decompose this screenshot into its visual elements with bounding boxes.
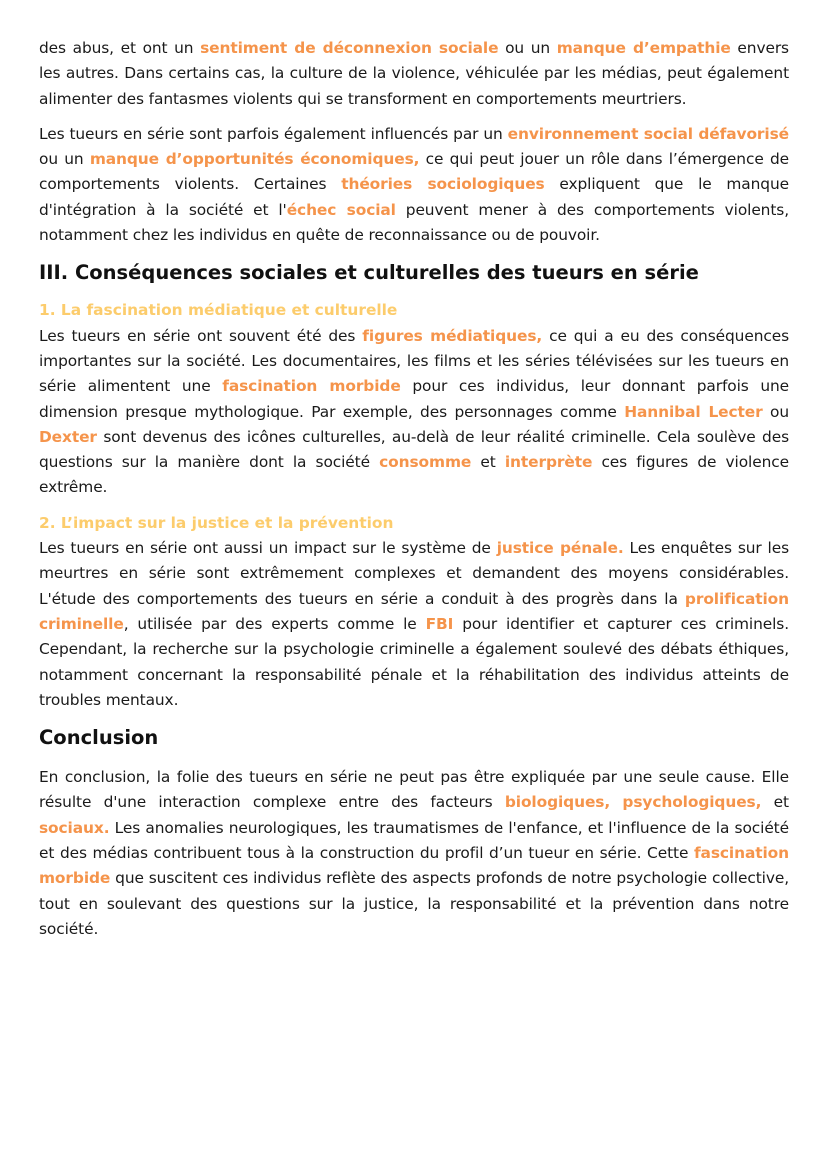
text: Les tueurs en série ont souvent été des: [39, 326, 363, 345]
paragraph-conclusion: [39, 765, 789, 942]
text: des abus, et ont un: [39, 39, 201, 57]
text: En conclusion, la folie des tueurs en série ne peut pas être expliquée par une seule cause. Elle résulte d'une interaction complexe entre des facteurs: [39, 768, 789, 812]
highlight: psychologiques,: [622, 793, 762, 812]
text: Les tueurs en série sont parfois également influencés par un: [39, 124, 508, 143]
text: pour identifier et capturer ces criminels. Cependant, la recherche sur la psychologie criminelle a également soulevé des débats éthiques, notamment concernant la responsabilité pénale et la réhabilitation des individus atteints de troubles mentaux.: [39, 614, 790, 709]
highlight: Dexter: [39, 427, 97, 446]
paragraph-abuse: [39, 36, 789, 112]
text: ou un: [498, 39, 557, 57]
text: sont devenus des icônes culturelles, au-delà de leur réalité criminelle. Cela soulève des questions sur la manière dont la société: [39, 427, 789, 472]
text: Les anomalies neurologiques, les traumatismes de l'enfance, et l'influence de la société et des médias contribuent tous à la construction du profil d’un tueur en série. Cette: [39, 818, 789, 863]
text: et: [471, 453, 505, 472]
highlight: fascination morbide: [39, 844, 789, 888]
highlight: théories sociologiques: [341, 175, 545, 194]
text: ce qui a eu des conséquences importantes sur la société. Les documentaires, les films et les séries télévisées sur les tueurs en série alimentent une: [39, 326, 789, 396]
highlight: interprète: [504, 453, 593, 472]
text: et: [761, 793, 789, 812]
subsection-heading-justice: 2. L’impact sur la justice et la prévention: [39, 513, 394, 532]
text: ou: [762, 402, 790, 421]
text: peuvent mener à des comportements violents, notamment chez les individus en quête de reconnaissance ou de pouvoir.: [39, 200, 789, 245]
highlight: sociaux.: [39, 818, 110, 837]
highlight: prolification criminelle: [39, 589, 789, 633]
text: ou un: [39, 150, 90, 169]
highlight: biologiques,: [504, 793, 611, 812]
highlight: manque d’empathie: [556, 39, 731, 57]
highlight: Hannibal Lecter: [624, 402, 763, 421]
text: ce qui peut jouer un rôle dans l’émergence de comportements violents. Certaines: [39, 150, 789, 194]
text: expliquent que le manque d'intégration à la société et l': [39, 175, 789, 219]
text: ces figures de violence extrême.: [39, 453, 789, 497]
text: pour ces individus, leur donnant parfois une dimension presque mythologique. Par exemple, des personnages comme: [39, 377, 790, 421]
highlight: environnement social défavorisé: [507, 124, 789, 143]
text: envers les autres. Dans certains cas, la culture de la violence, véhiculée par les médias, peut également alimenter des fantasmes violents qui se transforment en comportements meurtriers.: [39, 39, 789, 108]
highlight: FBI: [425, 614, 454, 633]
paragraph-fascination: [39, 324, 789, 501]
subsection-heading-fascination: 1. La fascination médiatique et culturelle: [39, 301, 398, 320]
highlight: manque d’opportunités économiques,: [89, 150, 420, 169]
text: que suscitent ces individus reflète des aspects profonds de notre psychologie collective, tout en soulevant des questions sur la justice, la responsabilité et la prévention dans notre société.: [39, 869, 789, 938]
text: [610, 793, 622, 811]
highlight: échec social: [286, 200, 396, 219]
highlight: sentiment de déconnexion sociale: [200, 39, 499, 57]
section-heading: III. Conséquences sociales et culturelles des tueurs en série: [39, 261, 699, 285]
highlight: figures médiatiques,: [362, 326, 543, 345]
highlight: justice pénale.: [496, 539, 624, 558]
conclusion-heading: Conclusion: [39, 726, 159, 750]
text: Les enquêtes sur les meurtres en série sont extrêmement complexes et demandent des moyens considérables. L'étude des comportements des tueurs en série a conduit à des progrès dans la: [39, 539, 789, 608]
highlight: fascination morbide: [222, 377, 401, 396]
paragraph-social-environment: [39, 122, 789, 248]
text: , utilisée par des experts comme le: [123, 614, 426, 633]
text: Les tueurs en série ont aussi un impact sur le système de: [39, 539, 497, 558]
highlight: consomme: [379, 453, 472, 472]
paragraph-justice: [39, 536, 789, 713]
